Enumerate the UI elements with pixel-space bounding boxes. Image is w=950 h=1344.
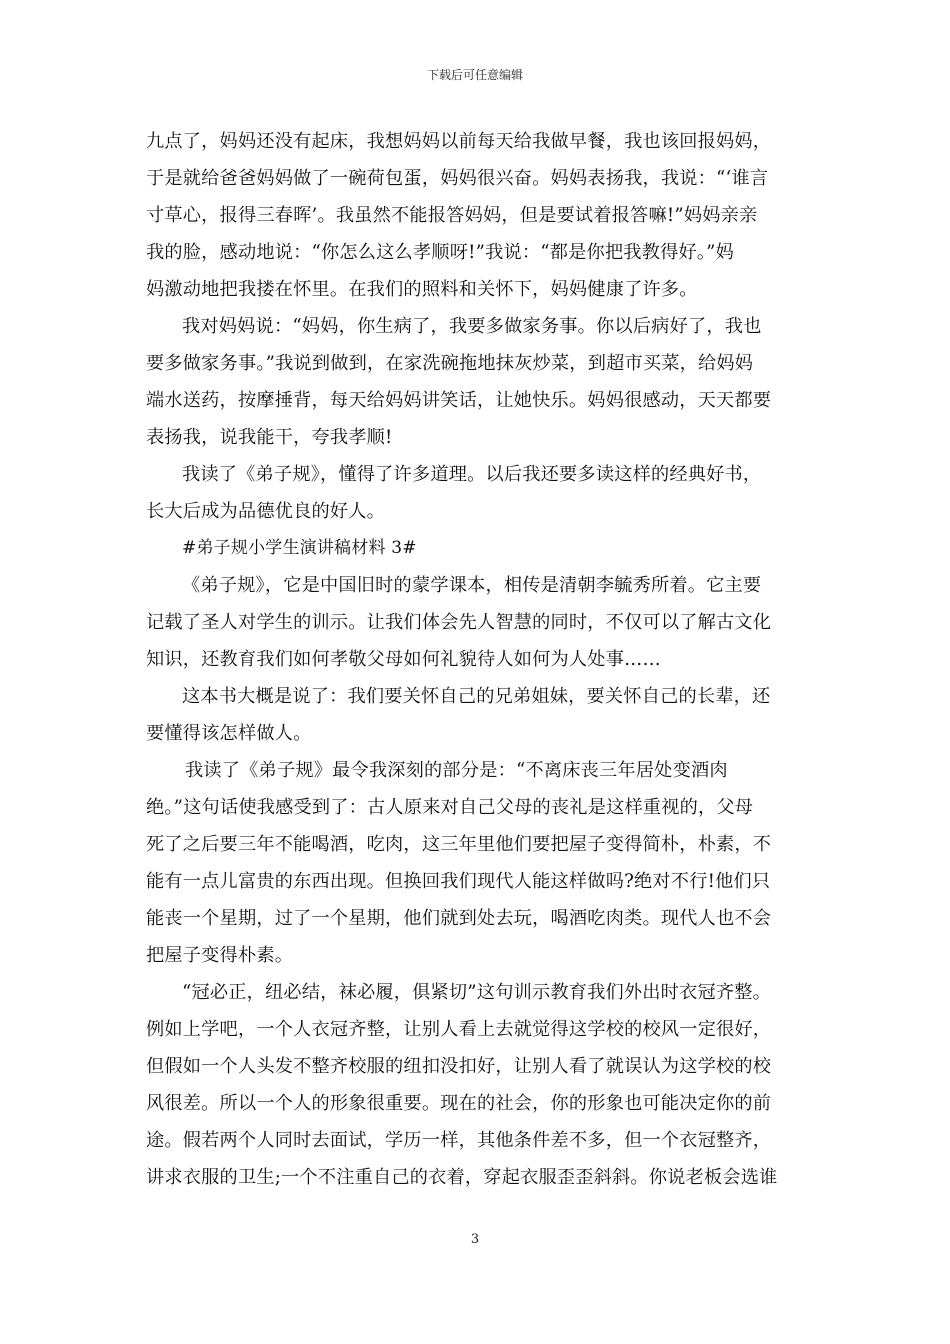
- text-line: 长大后成为品德优良的好人。: [146, 501, 386, 522]
- text-line: 于是就给爸爸妈妈做了一碗荷包蛋，妈妈很兴奋。妈妈表扬我，我说：“‘谁言: [146, 168, 769, 189]
- text-line: 记载了圣人对学生的训示。让我们体会先人智慧的同时，不仅可以了解古文化: [146, 612, 772, 633]
- text-line: 表扬我，说我能干，夸我孝顺!: [146, 427, 393, 448]
- text-line: 要多做家务事。”我说到做到，在家洗碗拖地抹灰炒菜，到超市买菜，给妈妈: [146, 353, 754, 374]
- text-line: 我的脸，感动地说：“你怎么这么孝顺呀!”我说：“都是你把我教得好。”妈: [146, 242, 735, 263]
- text-line: 死了之后要三年不能喝酒，吃肉，这三年里他们要把屋子变得简朴，朴素，不: [146, 834, 772, 855]
- text-line: 能丧一个星期，过了一个星期，他们就到处去玩，喝酒吃肉类。现代人也不会: [146, 908, 772, 929]
- text-line: 把屋子变得朴素。: [146, 945, 294, 966]
- document-body: [146, 123, 811, 1196]
- text-line: 要懂得该怎样做人。: [146, 723, 312, 744]
- text-line: 途。假若两个人同时去面试，学历一样，其他条件差不多，但一个衣冠整齐，: [146, 1130, 772, 1151]
- text-line: 绝。”这句话使我感受到了：古人原来对自己父母的丧礼是这样重视的，父母: [146, 797, 754, 818]
- page-number: 3: [470, 1232, 480, 1247]
- section-heading: #弟子规小学生演讲稿材料 3#: [182, 538, 417, 558]
- paragraph-start-line: 这本书大概是说了：我们要关怀自己的兄弟姐妹，要关怀自己的长辈，还: [182, 686, 771, 707]
- text-line: 九点了，妈妈还没有起床，我想妈妈以前每天给我做早餐，我也该回报妈妈，: [146, 131, 772, 152]
- text-line: 但假如一个人头发不整齐校服的纽扣没扣好，让别人看了就误认为这学校的校: [146, 1056, 772, 1077]
- text-line: 妈激动地把我搂在怀里。在我们的照料和关怀下，妈妈健康了许多。: [146, 279, 698, 300]
- text-line: 寸草心，报得三春晖’。我虽然不能报答妈妈，但是要试着报答嘛!”妈妈亲亲: [146, 205, 758, 226]
- text-line: 例如上学吧，一个人衣冠齐整，让别人看上去就觉得这学校的校风一定很好，: [146, 1019, 772, 1040]
- paragraph-start-line: 我读了《弟子规》，懂得了许多道理。以后我还要多读这样的经典好书，: [182, 464, 762, 485]
- text-line: 讲求衣服的卫生;一个不注重自己的衣着，穿起衣服歪歪斜斜。你说老板会选谁: [146, 1167, 778, 1188]
- paragraph-start-line: “冠必正，纽必结，袜必履，俱紧切”这句训示教育我们外出时衣冠齐整。: [182, 982, 772, 1003]
- text-line: 风很差。所以一个人的形象很重要。现在的社会，你的形象也可能决定你的前: [146, 1093, 772, 1114]
- paragraph-start-line: 《弟子规》，它是中国旧时的蒙学课本，相传是清朝李毓秀所着。它主要: [182, 575, 762, 596]
- page-header: 下载后可任意编辑: [426, 68, 523, 82]
- text-line: 能有一点儿富贵的东西出现。但换回我们现代人能这样做吗?绝对不行!他们只: [146, 871, 771, 892]
- paragraph-start-line: 我读了《弟子规》最令我深刻的部分是：“不离床丧三年居处变酒肉: [185, 760, 728, 781]
- text-line: 端水送药，按摩捶背，每天给妈妈讲笑话，让她快乐。妈妈很感动，天天都要: [146, 390, 772, 411]
- text-line: 知识，还教育我们如何孝敬父母如何礼貌待人如何为人处事……: [146, 649, 661, 670]
- paragraph-start-line: 我对妈妈说：“妈妈，你生病了，我要多做家务事。你以后病好了，我也: [182, 316, 762, 337]
